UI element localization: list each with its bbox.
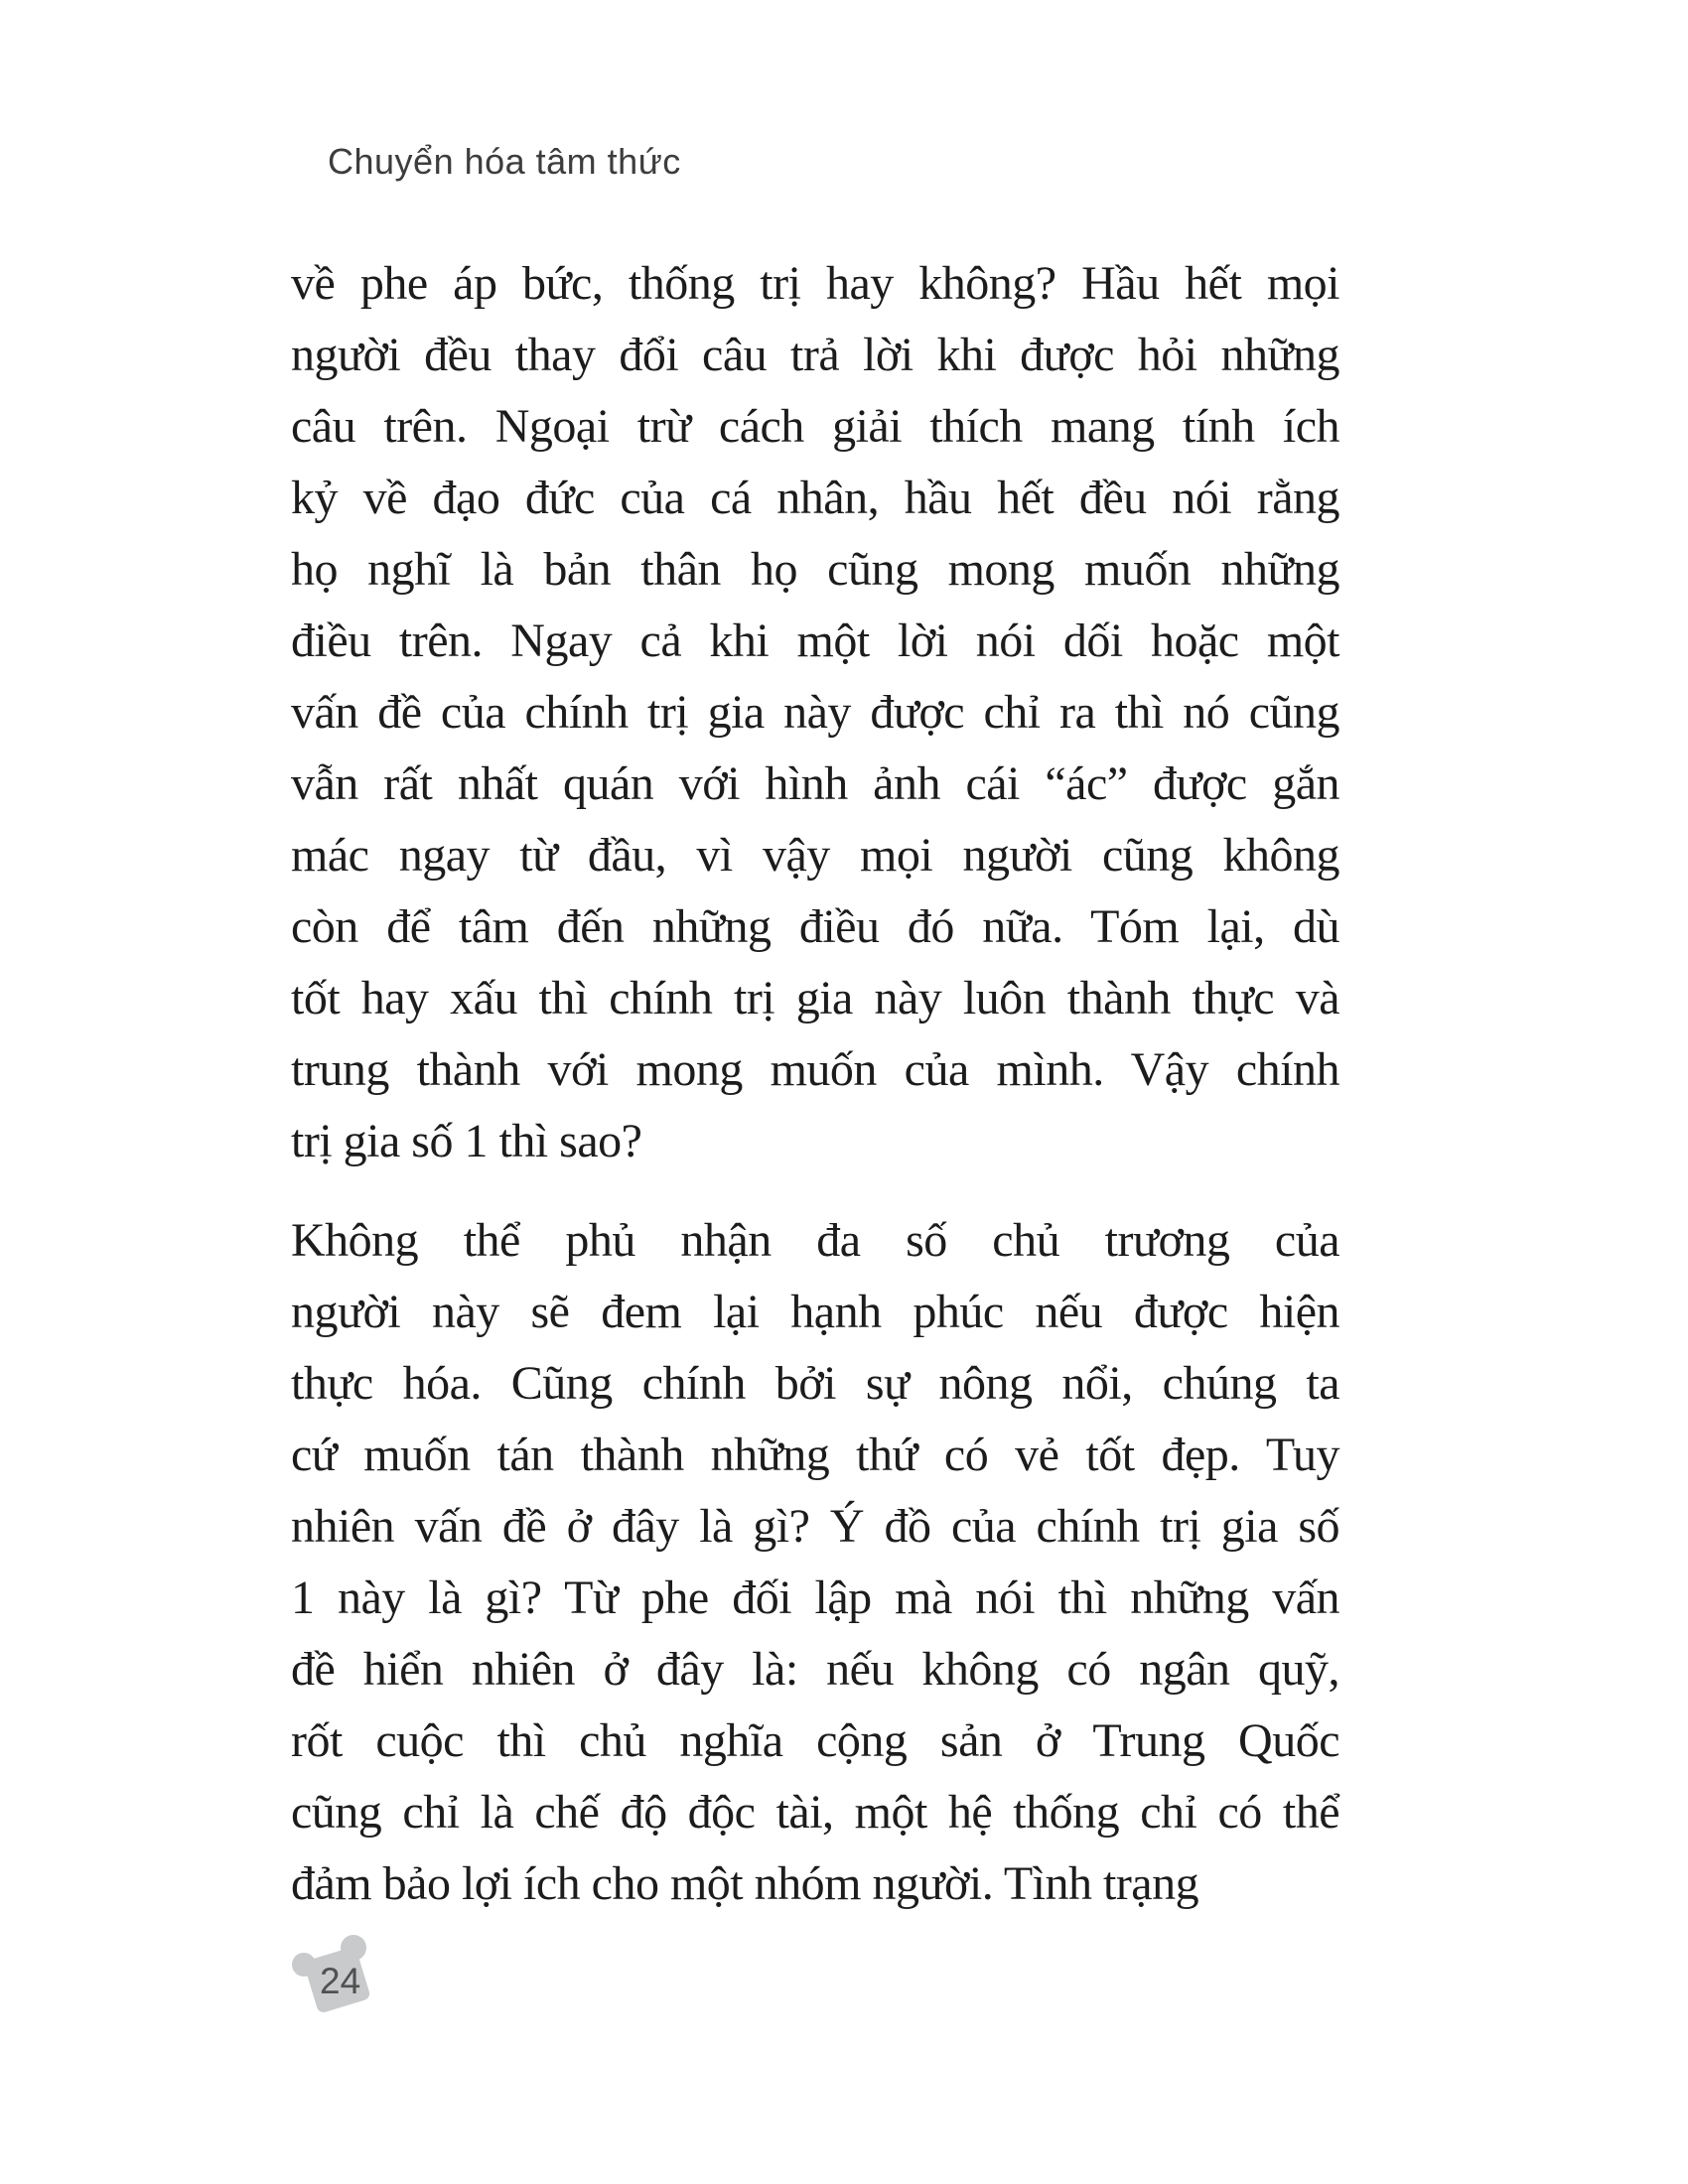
page-footer	[291, 1931, 382, 2022]
text-line: thực hóa. Cũng chính bởi sự nông nổi, chúng ta	[291, 1357, 1339, 1410]
text-line: 1 này là gì? Từ phe đối lập mà nói thì những vấn	[291, 1571, 1339, 1624]
text-line: câu trên. Ngoại trừ cách giải thích mang tính ích	[291, 400, 1339, 453]
page-number: 24	[320, 1961, 361, 2001]
text-line: tốt hay xấu thì chính trị gia này luôn thành thực và	[291, 972, 1339, 1024]
paragraph-2	[291, 1205, 1339, 1920]
paragraph-1	[291, 248, 1339, 1177]
text-line: về phe áp bức, thống trị hay không? Hầu hết mọi	[291, 257, 1339, 310]
text-line: đảm bảo lợi ích cho một nhóm người. Tình trạng	[291, 1857, 1199, 1910]
text-line: trị gia số 1 thì sao?	[291, 1115, 642, 1167]
text-line: điều trên. Ngay cả khi một lời nói dối hoặc một	[291, 614, 1339, 667]
text-line: kỷ về đạo đức của cá nhân, hầu hết đều nói rằng	[291, 472, 1339, 524]
text-line: cứ muốn tán thành những thứ có vẻ tốt đẹp. Tuy	[291, 1429, 1339, 1481]
text-line: đề hiển nhiên ở đây là: nếu không có ngân quỹ,	[291, 1643, 1339, 1696]
body-text	[291, 248, 1339, 1920]
text-line: vấn đề của chính trị gia này được chỉ ra thì nó cũng	[291, 686, 1339, 739]
text-line: còn để tâm đến những điều đó nữa. Tóm lại, dù	[291, 900, 1339, 953]
text-line: trung thành với mong muốn của mình. Vậy chính	[291, 1043, 1339, 1096]
text-line: vẫn rất nhất quán với hình ảnh cái “ác” được gắn	[291, 757, 1339, 810]
running-header: Chuyển hóa tâm thức	[328, 141, 681, 182]
text-line: cũng chỉ là chế độ độc tài, một hệ thống chỉ có thể	[291, 1786, 1339, 1839]
text-line: mác ngay từ đầu, vì vậy mọi người cũng không	[291, 829, 1339, 882]
text-line: nhiên vấn đề ở đây là gì? Ý đồ của chính trị gia số	[291, 1500, 1339, 1553]
text-line: người đều thay đổi câu trả lời khi được hỏi những	[291, 329, 1339, 381]
text-line: người này sẽ đem lại hạnh phúc nếu được hiện	[291, 1286, 1339, 1338]
text-line: rốt cuộc thì chủ nghĩa cộng sản ở Trung Quốc	[291, 1714, 1339, 1767]
text-line: Không thể phủ nhận đa số chủ trương của	[291, 1214, 1339, 1267]
text-line: họ nghĩ là bản thân họ cũng mong muốn những	[291, 543, 1339, 596]
